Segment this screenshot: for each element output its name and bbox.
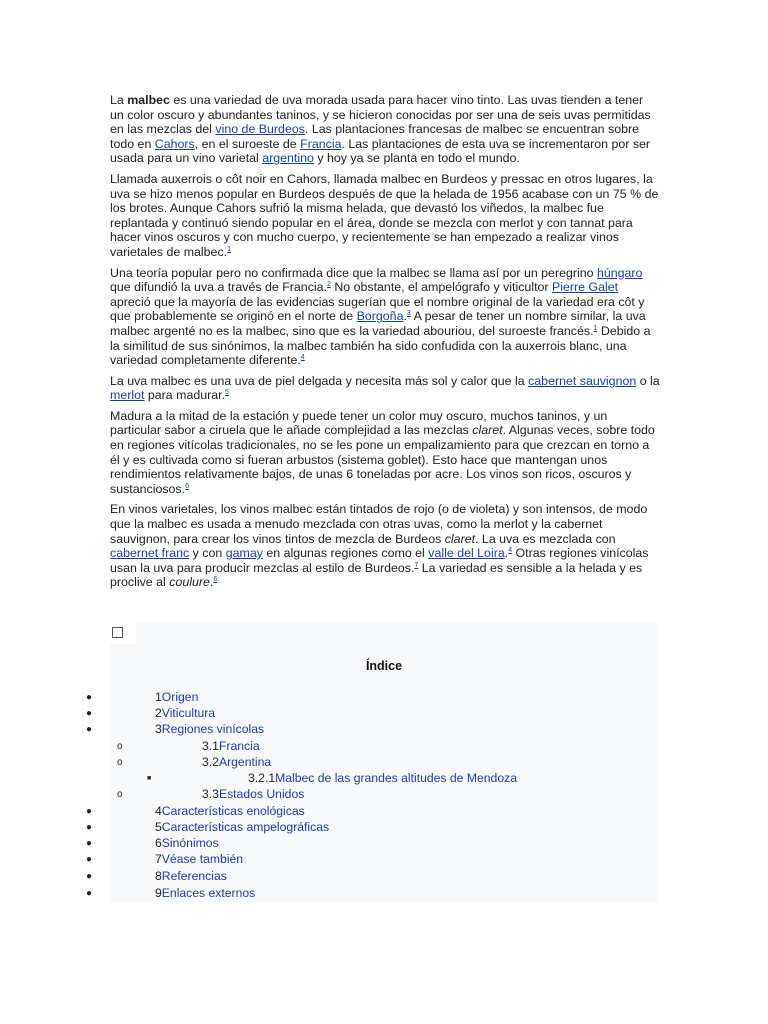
toc-number: 9 bbox=[155, 886, 162, 900]
text: . bbox=[209, 575, 214, 590]
text: En vinos varietales, los vinos malbec están tintados de rojo (o de violeta) y son intensos, de modo que la malbec es usada a menudo mezclada con otras uvas, como la merlot y la cabernet sauvignon, para crear los vinos tintos de mezcla de Burdeos bbox=[110, 502, 648, 546]
text: . bbox=[504, 546, 509, 561]
toc-item-viticultura[interactable] bbox=[155, 706, 215, 721]
paragraph-names bbox=[110, 172, 660, 260]
toc-link[interactable]: Malbec de las grandes altitudes de Mendoza bbox=[275, 771, 517, 785]
toc-number: 3.3 bbox=[202, 787, 219, 801]
toc-number: 3 bbox=[155, 722, 162, 736]
toc-link[interactable]: Francia bbox=[218, 739, 260, 753]
toc-number: 1 bbox=[155, 690, 162, 704]
toc-checkbox-icon[interactable] bbox=[112, 627, 123, 638]
link-pierre-galet[interactable]: Pierre Galet bbox=[551, 280, 619, 295]
paragraph-varietal bbox=[110, 502, 660, 590]
reference-link[interactable]: 6 bbox=[213, 576, 218, 584]
reference-link[interactable]: 4 bbox=[300, 353, 305, 361]
paragraph-intro bbox=[110, 93, 660, 166]
toc-item-estados-unidos[interactable] bbox=[202, 787, 304, 802]
circle-bullet-icon: o bbox=[117, 757, 123, 768]
text: . Las plantaciones francesas de malbec se encuentran sobre todo en bbox=[110, 122, 640, 151]
bullet-icon: ● bbox=[86, 692, 93, 703]
bullet-icon: ● bbox=[86, 724, 93, 735]
reference-link[interactable]: 5 bbox=[225, 389, 229, 397]
toc-number: 4 bbox=[155, 804, 162, 818]
text: Otras regiones vinícolas usan la uva para producir mezclas al estilo de Burdeos. bbox=[110, 546, 649, 575]
text: Debido a la similitud de sus sinónimos, la malbec también ha sido confudida con la auxerrois blanc, una variedad completamente diferente. bbox=[110, 323, 651, 368]
text: La variedad es sensible a la helada y es proclive al bbox=[110, 560, 643, 590]
toc-item-vease-tambien[interactable] bbox=[155, 852, 243, 867]
italic-term: claret bbox=[472, 423, 503, 438]
toc-title: Índice bbox=[365, 659, 403, 673]
toc-link[interactable]: Viticultura bbox=[161, 706, 216, 720]
toc-number: 6 bbox=[155, 836, 162, 850]
link-gamay[interactable]: gamay bbox=[225, 546, 263, 561]
reference-link[interactable]: 1 bbox=[227, 245, 231, 253]
bullet-icon: ● bbox=[86, 838, 93, 849]
link-argentino[interactable]: argentino bbox=[262, 151, 314, 166]
toc-link[interactable]: Sinónimos bbox=[161, 836, 219, 850]
text: y con bbox=[189, 546, 226, 561]
bullet-icon: ● bbox=[86, 888, 93, 899]
reference-link[interactable]: 3 bbox=[406, 310, 411, 318]
text: , en el suroeste de bbox=[194, 136, 301, 151]
link-merlot[interactable]: merlot bbox=[110, 388, 145, 403]
toc-item-enlaces-externos[interactable] bbox=[155, 886, 255, 901]
link-cabernet-franc[interactable]: cabernet franc bbox=[110, 546, 190, 561]
toc-link[interactable]: Véase también bbox=[161, 852, 244, 866]
toc-link[interactable]: Características ampelográficas bbox=[161, 820, 330, 834]
bullet-icon: ● bbox=[86, 822, 93, 833]
text: La uva malbec es una uva de piel delgada y necesita más sol y calor que la bbox=[110, 373, 529, 388]
toc-link[interactable]: Argentina bbox=[218, 755, 272, 769]
bullet-icon: ● bbox=[86, 806, 93, 817]
toc-number: 5 bbox=[155, 820, 162, 834]
link-hungaro[interactable]: húngaro bbox=[596, 265, 643, 280]
toc-link[interactable]: Características enológicas bbox=[161, 804, 305, 818]
article-subject: malbec bbox=[127, 93, 170, 107]
toc-number: 3.2.1 bbox=[248, 771, 276, 785]
paragraph-ripening bbox=[110, 409, 660, 497]
link-cahors[interactable]: Cahors bbox=[154, 136, 195, 151]
bullet-icon: ● bbox=[86, 871, 93, 882]
toc-number: 2 bbox=[155, 706, 162, 720]
text: Madura a la mitad de la estación y puede tener un color muy oscuro, muchos taninos, y un particular sabor a ciruela que le añade complejidad a las mezclas bbox=[110, 408, 608, 438]
reference-link[interactable]: 7 bbox=[414, 561, 419, 569]
text: es una variedad de uva morada usada para hacer vino tinto. Las uvas tienden a tener un color oscuro y abundantes taninos, y se hicieron conocidas por ser una de seis uvas permitidas en las mezclas del bbox=[110, 93, 651, 137]
reference-link[interactable]: 4 bbox=[508, 547, 513, 555]
article-body bbox=[110, 93, 660, 596]
text: . bbox=[403, 309, 407, 324]
toc-number: 3.1 bbox=[202, 739, 219, 753]
text: La bbox=[110, 93, 128, 107]
toc-header bbox=[110, 622, 658, 684]
text: o la bbox=[636, 373, 660, 388]
toc-item-mendoza[interactable] bbox=[248, 771, 517, 786]
italic-term: coulure bbox=[169, 575, 210, 590]
text: y hoy ya se planta en todo el mundo. bbox=[313, 151, 520, 166]
reference-link[interactable]: 2 bbox=[326, 281, 331, 288]
toc-link[interactable]: Enlaces externos bbox=[161, 886, 256, 900]
text: Una teoría popular pero no confirmada dice que la malbec se llama así por un peregrino bbox=[110, 265, 597, 280]
paragraph-skin bbox=[110, 374, 660, 403]
reference-link[interactable]: 6 bbox=[185, 482, 189, 490]
link-francia[interactable]: Francia bbox=[300, 136, 342, 151]
link-valle-del-loira[interactable]: valle del Loira bbox=[428, 546, 505, 561]
link-borgona[interactable]: Borgoña bbox=[356, 309, 404, 324]
toc-item-regiones[interactable] bbox=[155, 722, 264, 737]
text: Llamada auxerrois o côt noir en Cahors, llamada malbec en Burdeos y pressac en otros lugares, la uva se hizo menos popular en Burdeos después de que la helada de 1956 acabase con un 75 % de los brotes. Aunque Cahors sufrió la misma helada, que devastó los viñedos, la malbec fue replantada y continuó siendo popular en el área, donde se mezcla con merlot y con tannat para hacer vinos oscuros y con mucho cuerpo, y recientemente se han empezado a realizar vinos varietales de malbec. bbox=[110, 171, 659, 259]
link-cabernet-sauvignon[interactable]: cabernet sauvignon bbox=[528, 373, 637, 388]
toc-toggle[interactable] bbox=[110, 622, 136, 644]
circle-bullet-icon: o bbox=[117, 741, 123, 752]
text: No obstante, el ampelógrafo y viticultor bbox=[330, 280, 552, 295]
square-bullet-icon: ■ bbox=[147, 775, 152, 782]
toc-item-origen[interactable] bbox=[155, 690, 198, 705]
text: . La uva es mezclada con bbox=[475, 531, 616, 546]
reference-link[interactable]: 1 bbox=[593, 324, 598, 332]
bullet-icon: ● bbox=[86, 854, 93, 865]
toc-link[interactable]: Regiones vinícolas bbox=[161, 722, 265, 736]
toc-item-enologicas[interactable] bbox=[155, 804, 305, 819]
toc-item-ampelograficas[interactable] bbox=[155, 820, 329, 835]
text: para madurar. bbox=[144, 388, 226, 403]
text: . Algunas veces, sobre todo en regiones vitícolas tradicionales, no se les pone un empalizamiento para que crezcan en torno a él y es cultivada como si fueran arbustos (sistema goblet). Esto hace que mantengan unos rendimientos relativamente bajos, de unas 6 toneladas por acre. Los vinos son ricos, oscuros y sustanciosos. bbox=[110, 423, 655, 496]
toc-item-argentina[interactable] bbox=[202, 755, 271, 770]
toc-item-francia[interactable] bbox=[202, 739, 260, 754]
italic-term: claret bbox=[444, 531, 476, 546]
link-vino-de-burdeos[interactable]: vino de Burdeos bbox=[215, 122, 305, 137]
bullet-icon: ● bbox=[86, 708, 93, 719]
toc-number: 7 bbox=[155, 852, 162, 866]
text: . Las plantaciones de esta uva se incrementaron por ser usada para un vino varietal bbox=[110, 136, 651, 166]
toc-number: 3.2 bbox=[202, 755, 219, 769]
toc-link[interactable]: Referencias bbox=[161, 869, 227, 883]
circle-bullet-icon: o bbox=[117, 789, 123, 800]
text: apreció que la mayoría de las evidencias sugerían que el nombre original de la variedad era côt y que probablemente se originó en el norte de bbox=[110, 294, 645, 324]
toc-number: 8 bbox=[155, 869, 162, 883]
toc-link[interactable]: Origen bbox=[161, 690, 199, 704]
text: A pesar de tener un nombre similar, la uva malbec argenté no es la malbec, sino que es la variedad abouriou, del suroeste francés. bbox=[110, 309, 646, 338]
toc-item-referencias[interactable] bbox=[155, 869, 227, 884]
toc-link[interactable]: Estados Unidos bbox=[218, 787, 305, 801]
text: en algunas regiones como el bbox=[262, 546, 429, 561]
paragraph-origin bbox=[110, 266, 660, 368]
toc-item-sinonimos[interactable] bbox=[155, 836, 219, 851]
text: que difundió la uva a través de Francia. bbox=[110, 280, 327, 295]
